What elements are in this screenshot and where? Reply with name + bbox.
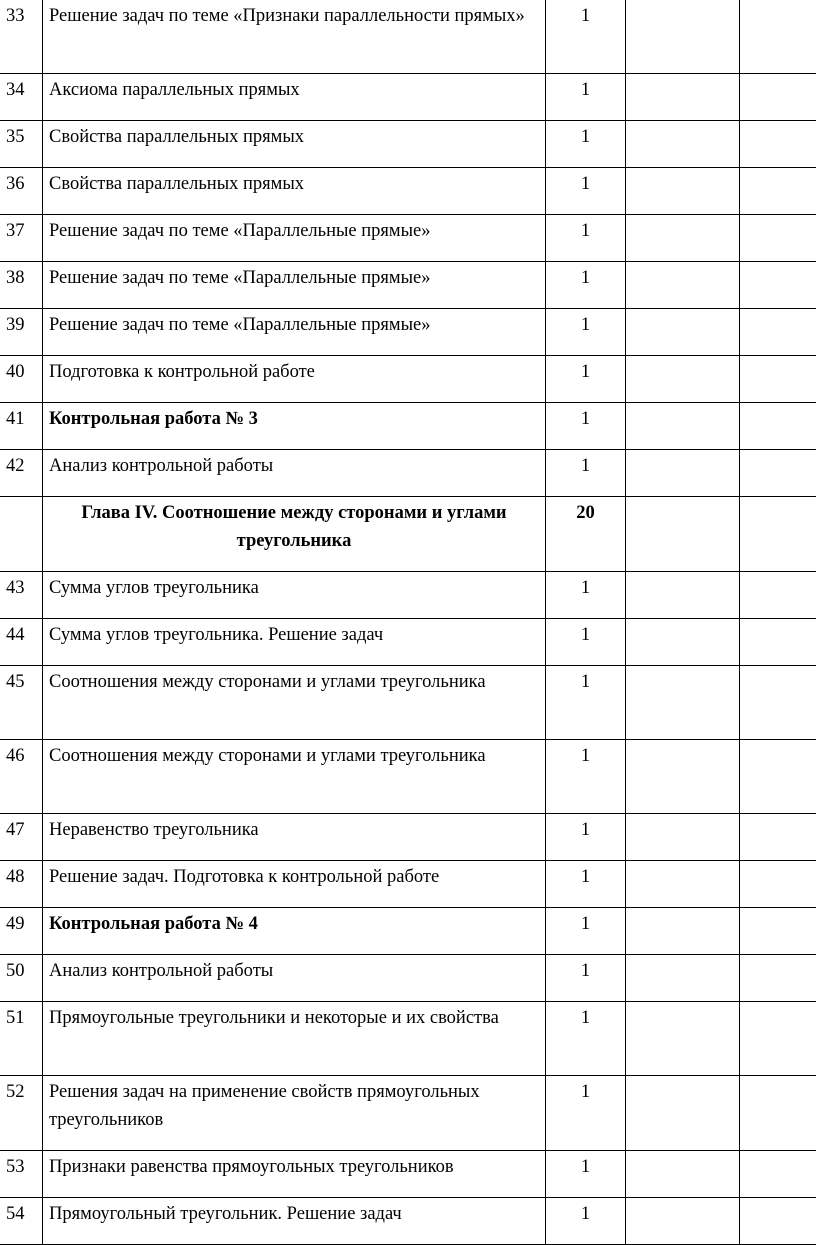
planned-date-cell — [626, 814, 740, 861]
actual-date-cell — [740, 1151, 816, 1198]
planned-date-cell — [626, 309, 740, 356]
lesson-hours-cell: 1 — [546, 955, 626, 1002]
lesson-row — [0, 309, 816, 356]
lesson-number-cell: 49 — [0, 908, 43, 955]
lesson-number-cell: 39 — [0, 309, 43, 356]
lesson-row — [0, 908, 816, 955]
lesson-hours-cell: 1 — [546, 1198, 626, 1245]
lesson-hours-cell: 1 — [546, 1076, 626, 1151]
lesson-number-cell: 46 — [0, 740, 43, 814]
lesson-topic-cell: Прямоугольный треугольник. Решение задач — [43, 1198, 546, 1245]
lesson-number-cell: 51 — [0, 1002, 43, 1076]
lesson-topic-cell: Свойства параллельных прямых — [43, 168, 546, 215]
planned-date-cell — [626, 572, 740, 619]
lesson-row — [0, 403, 816, 450]
actual-date-cell — [740, 1002, 816, 1076]
lesson-row — [0, 955, 816, 1002]
lesson-number-cell: 37 — [0, 215, 43, 262]
lesson-row — [0, 861, 816, 908]
actual-date-cell — [740, 1198, 816, 1245]
lesson-hours-cell: 1 — [546, 121, 626, 168]
lesson-hours-cell: 1 — [546, 215, 626, 262]
lesson-hours-cell: 1 — [546, 814, 626, 861]
lesson-hours-cell: 1 — [546, 572, 626, 619]
lesson-number-cell: 54 — [0, 1198, 43, 1245]
lesson-topic-cell: Соотношения между сторонами и углами треугольника — [43, 666, 546, 740]
lesson-hours-cell: 1 — [546, 403, 626, 450]
lesson-topic-cell: Сумма углов треугольника — [43, 572, 546, 619]
lesson-hours-cell: 1 — [546, 908, 626, 955]
chapter-heading-row — [0, 497, 816, 572]
lesson-row — [0, 262, 816, 309]
lesson-row — [0, 1151, 816, 1198]
actual-date-cell — [740, 74, 816, 121]
planned-date-cell — [626, 168, 740, 215]
lesson-hours-cell: 1 — [546, 450, 626, 497]
lesson-row — [0, 740, 816, 814]
planned-date-cell — [626, 1002, 740, 1076]
actual-date-cell — [740, 740, 816, 814]
lesson-topic-cell: Анализ контрольной работы — [43, 955, 546, 1002]
planned-date-cell — [626, 450, 740, 497]
lesson-row — [0, 619, 816, 666]
planned-date-cell — [626, 955, 740, 1002]
lesson-topic-cell: Соотношения между сторонами и углами треугольника — [43, 740, 546, 814]
lesson-row — [0, 572, 816, 619]
lesson-topic-cell: Контрольная работа № 4 — [43, 908, 546, 955]
lesson-hours-cell: 1 — [546, 740, 626, 814]
actual-date-cell — [740, 955, 816, 1002]
lesson-hours-cell: 1 — [546, 356, 626, 403]
lesson-row — [0, 1198, 816, 1245]
lesson-hours-cell: 1 — [546, 619, 626, 666]
lesson-row — [0, 666, 816, 740]
lesson-number-cell: 48 — [0, 861, 43, 908]
lesson-row — [0, 450, 816, 497]
actual-date-cell — [740, 861, 816, 908]
lesson-number-cell: 47 — [0, 814, 43, 861]
lesson-number-cell: 42 — [0, 450, 43, 497]
actual-date-cell — [740, 814, 816, 861]
lesson-number-cell: 35 — [0, 121, 43, 168]
lesson-topic-cell: Свойства параллельных прямых — [43, 121, 546, 168]
actual-date-cell — [740, 450, 816, 497]
lesson-hours-cell: 20 — [546, 497, 626, 572]
lesson-number-cell: 43 — [0, 572, 43, 619]
lesson-topic-cell: Решение задач по теме «Параллельные прямые» — [43, 215, 546, 262]
lesson-hours-cell: 1 — [546, 74, 626, 121]
lesson-row — [0, 74, 816, 121]
planned-date-cell — [626, 121, 740, 168]
lesson-topic-cell: Сумма углов треугольника. Решение задач — [43, 619, 546, 666]
lesson-topic-cell: Контрольная работа № 3 — [43, 403, 546, 450]
actual-date-cell — [740, 497, 816, 572]
actual-date-cell — [740, 908, 816, 955]
lesson-number-cell — [0, 497, 43, 572]
lesson-topic-cell: Решение задач по теме «Признаки параллельности прямых» — [43, 0, 546, 74]
lesson-row — [0, 215, 816, 262]
lesson-row — [0, 0, 816, 74]
actual-date-cell — [740, 403, 816, 450]
planned-date-cell — [626, 908, 740, 955]
planned-date-cell — [626, 740, 740, 814]
planned-date-cell — [626, 1151, 740, 1198]
planned-date-cell — [626, 356, 740, 403]
lesson-hours-cell: 1 — [546, 262, 626, 309]
lesson-number-cell: 40 — [0, 356, 43, 403]
planned-date-cell — [626, 0, 740, 74]
lesson-hours-cell: 1 — [546, 1151, 626, 1198]
lesson-number-cell: 33 — [0, 0, 43, 74]
lesson-number-cell: 53 — [0, 1151, 43, 1198]
actual-date-cell — [740, 572, 816, 619]
planned-date-cell — [626, 403, 740, 450]
chapter-title-cell: Глава IV. Соотношение между сторонами и углами треугольника — [43, 497, 546, 572]
actual-date-cell — [740, 215, 816, 262]
planned-date-cell — [626, 215, 740, 262]
lesson-hours-cell: 1 — [546, 0, 626, 74]
lesson-topic-cell: Решение задач по теме «Параллельные прямые» — [43, 309, 546, 356]
planned-date-cell — [626, 1076, 740, 1151]
lesson-number-cell: 36 — [0, 168, 43, 215]
lesson-hours-cell: 1 — [546, 861, 626, 908]
lesson-topic-cell: Решение задач. Подготовка к контрольной работе — [43, 861, 546, 908]
lesson-hours-cell: 1 — [546, 168, 626, 215]
planned-date-cell — [626, 861, 740, 908]
actual-date-cell — [740, 121, 816, 168]
lesson-topic-cell: Аксиома параллельных прямых — [43, 74, 546, 121]
lesson-row — [0, 814, 816, 861]
planned-date-cell — [626, 497, 740, 572]
actual-date-cell — [740, 262, 816, 309]
planned-date-cell — [626, 74, 740, 121]
actual-date-cell — [740, 0, 816, 74]
actual-date-cell — [740, 309, 816, 356]
lesson-topic-cell: Решение задач по теме «Параллельные прямые» — [43, 262, 546, 309]
actual-date-cell — [740, 619, 816, 666]
planned-date-cell — [626, 1198, 740, 1245]
actual-date-cell — [740, 666, 816, 740]
lesson-hours-cell: 1 — [546, 666, 626, 740]
lesson-topic-cell: Прямоугольные треугольники и некоторые и их свойства — [43, 1002, 546, 1076]
lesson-number-cell: 38 — [0, 262, 43, 309]
lesson-row — [0, 356, 816, 403]
actual-date-cell — [740, 356, 816, 403]
planned-date-cell — [626, 666, 740, 740]
lesson-number-cell: 45 — [0, 666, 43, 740]
actual-date-cell — [740, 1076, 816, 1151]
lesson-number-cell: 50 — [0, 955, 43, 1002]
lesson-topic-cell: Признаки равенства прямоугольных треугольников — [43, 1151, 546, 1198]
planned-date-cell — [626, 619, 740, 666]
lesson-number-cell: 34 — [0, 74, 43, 121]
lesson-number-cell: 41 — [0, 403, 43, 450]
lesson-row — [0, 168, 816, 215]
lesson-topic-cell: Неравенство треугольника — [43, 814, 546, 861]
lesson-hours-cell: 1 — [546, 1002, 626, 1076]
actual-date-cell — [740, 168, 816, 215]
lesson-topic-cell: Подготовка к контрольной работе — [43, 356, 546, 403]
lesson-hours-cell: 1 — [546, 309, 626, 356]
lesson-row — [0, 121, 816, 168]
lesson-number-cell: 52 — [0, 1076, 43, 1151]
planned-date-cell — [626, 262, 740, 309]
lesson-number-cell: 44 — [0, 619, 43, 666]
lesson-row — [0, 1002, 816, 1076]
lesson-row — [0, 1076, 816, 1151]
lesson-topic-cell: Анализ контрольной работы — [43, 450, 546, 497]
lesson-topic-cell: Решения задач на применение свойств прямоугольных треугольников — [43, 1076, 546, 1151]
